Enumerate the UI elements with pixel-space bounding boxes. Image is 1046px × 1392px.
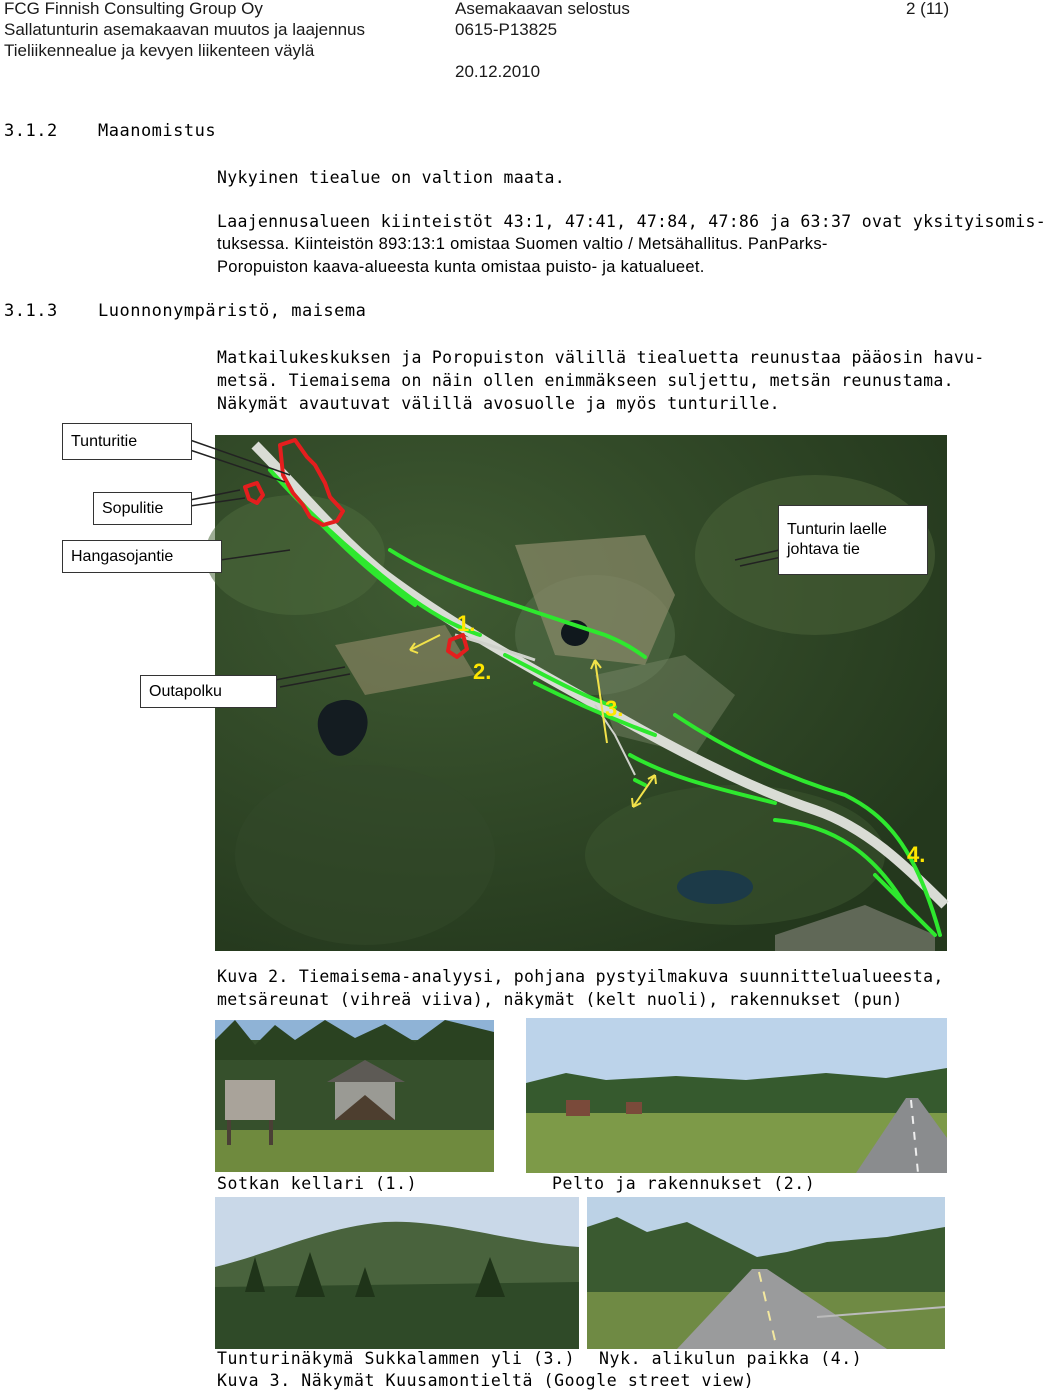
paragraph-ownership-line1: Laajennusalueen kiinteistöt 43:1, 47:41, 47:84, 47:86 ja 63:37 ovat yksityisomis- <box>217 212 1046 231</box>
callout-tunturitie: Tunturitie <box>62 423 192 460</box>
paragraph-land-state: Nykyinen tiealue on valtion maata. <box>217 168 565 187</box>
callout-hangasojantie: Hangasojantie <box>62 540 222 573</box>
callout-tunturin-laelle: Tunturin laelle johtava tie <box>778 505 928 575</box>
photo-caption-3: Tunturinäkymä Sukkalammen yli (3.) <box>217 1349 576 1368</box>
section-title-312: Maanomistus <box>98 121 217 141</box>
photo-sotkan-kellari <box>215 1020 494 1172</box>
callout-outapolku: Outapolku <box>140 675 277 708</box>
barn <box>566 1100 590 1116</box>
photo-caption-1: Sotkan kellari (1.) <box>217 1174 418 1193</box>
header-page: 2 (11) <box>906 0 950 18</box>
callout-sopulitie: Sopulitie <box>93 492 192 525</box>
header-doc-code: 0615-P13825 <box>455 20 558 39</box>
photo-caption-2: Pelto ja rakennukset (2.) <box>552 1174 816 1193</box>
marker-3: 3. <box>605 696 624 721</box>
section-number-313: 3.1.3 <box>4 301 58 321</box>
photo-pelto-rakennukset <box>526 1018 947 1173</box>
figure2-caption-line1: Kuva 2. Tiemaisema-analyysi, pohjana pystyilmakuva suunnittelualueesta, <box>217 967 944 986</box>
header-company: FCG Finnish Consulting Group Oy <box>4 0 263 18</box>
header-area: Tieliikennealue ja kevyen liikenteen väylä <box>4 41 315 60</box>
section-number-312: 3.1.2 <box>4 121 58 141</box>
marker-4: 4. <box>907 842 926 867</box>
figure2-caption-line2: metsäreunat (vihreä viiva), näkymät (kelt nuoli), rakennukset (pun) <box>217 990 903 1009</box>
header-date: 20.12.2010 <box>455 62 541 81</box>
header-project: Sallatunturin asemakaavan muutos ja laajennus <box>4 20 366 39</box>
header-doc-type: Asemakaavan selostus <box>455 0 630 18</box>
paragraph-ownership-line2: tuksessa. Kiinteistön 893:13:1 omistaa Suomen valtio / Metsähallitus. PanParks- <box>217 235 828 253</box>
lake-east <box>677 870 753 904</box>
photo-alikulun-paikka <box>587 1197 945 1349</box>
paragraph-landscape-line2: metsä. Tiemaisema on näin ollen enimmäkseen suljettu, metsän reunustama. <box>217 371 954 390</box>
marker-1: 1. <box>457 611 476 636</box>
paragraph-landscape-line3: Näkymät avautuvat välillä avosuolle ja myös tunturille. <box>217 394 780 413</box>
figure3-caption: Kuva 3. Näkymät Kuusamontieltä (Google street view) <box>217 1371 755 1390</box>
section-title-313: Luonnonympäristö, maisema <box>98 301 367 321</box>
paragraph-ownership-line3: Poropuiston kaava-alueesta kunta omistaa puisto- ja katualueet. <box>217 258 705 276</box>
photo-caption-4: Nyk. alikulun paikka (4.) <box>599 1349 863 1368</box>
marker-2: 2. <box>473 659 492 684</box>
sign-board <box>225 1080 275 1120</box>
photo-tunturinakyma <box>215 1197 579 1349</box>
paragraph-landscape-line1: Matkailukeskuksen ja Poropuiston välillä tiealuetta reunustaa pääosin havu- <box>217 348 985 367</box>
